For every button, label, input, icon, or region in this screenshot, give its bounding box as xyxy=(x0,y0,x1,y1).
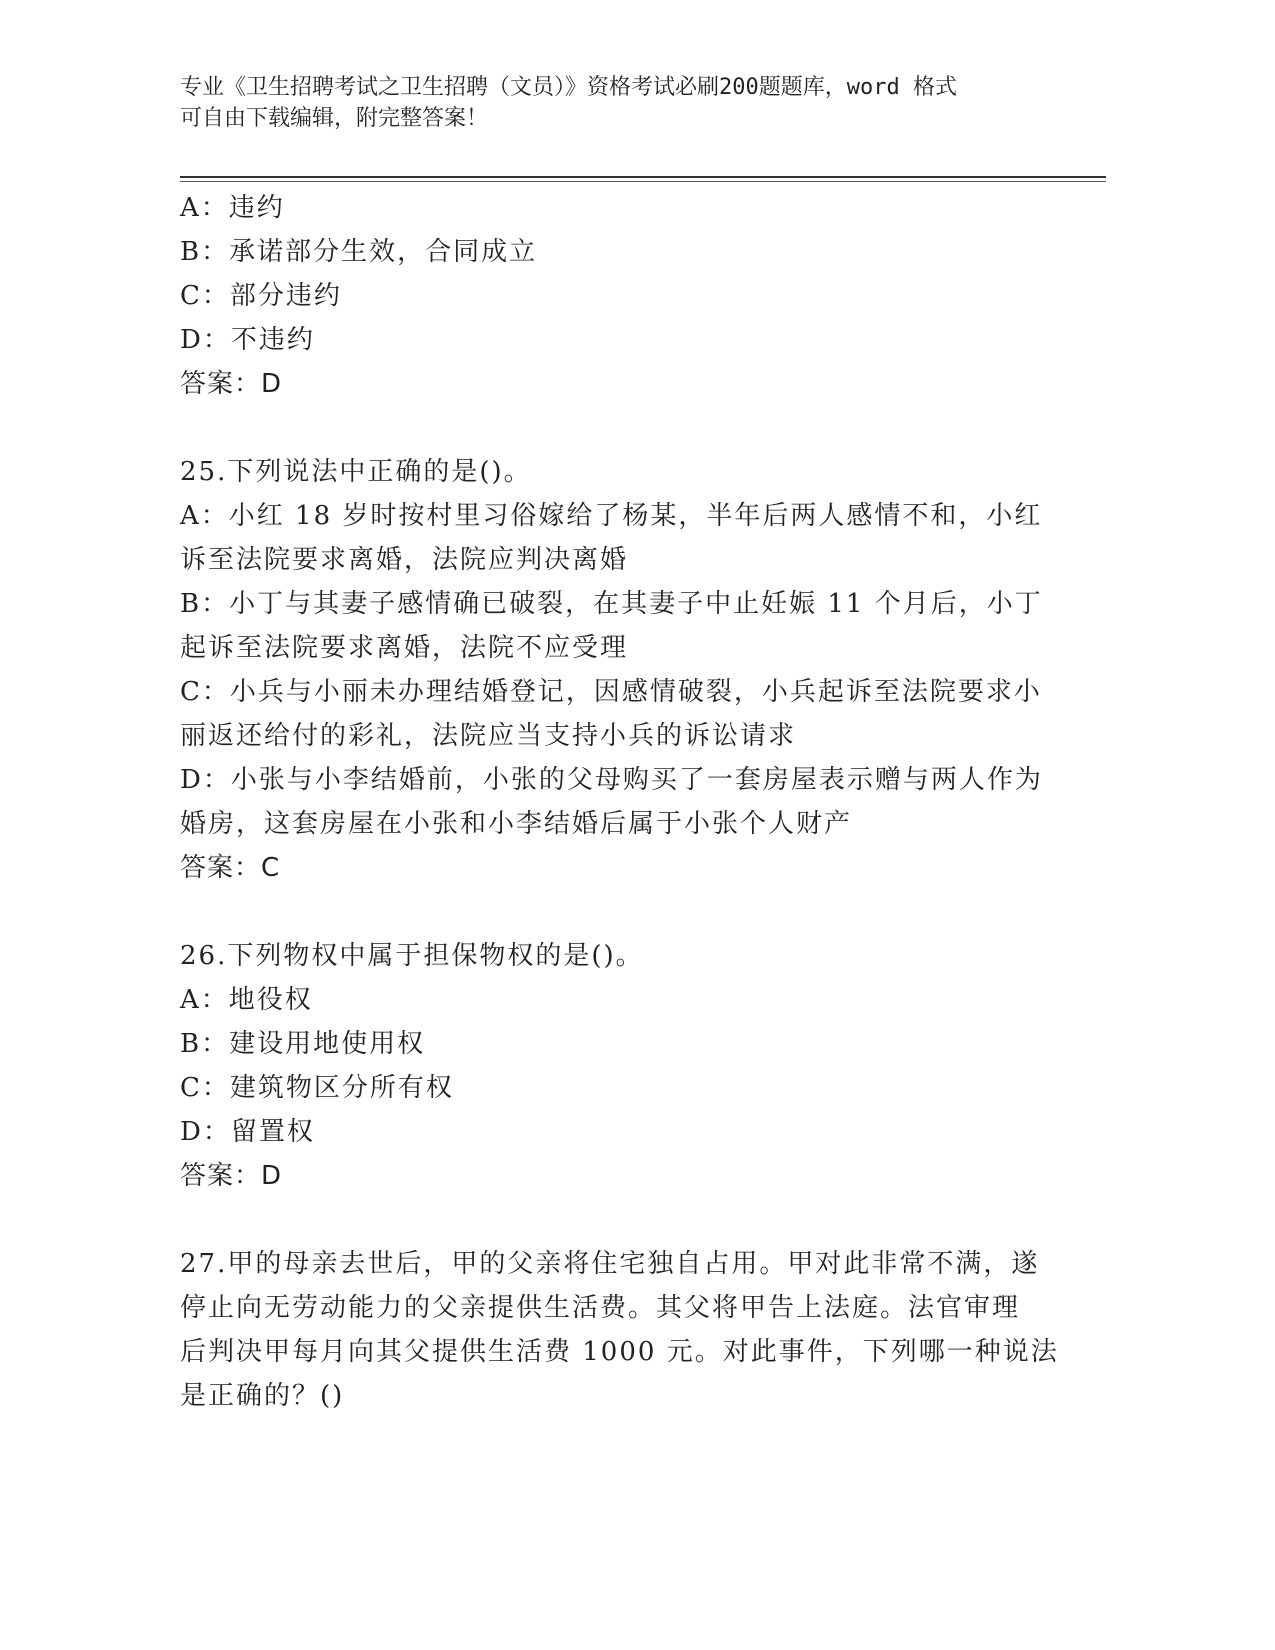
header-line-2: 可自由下载编辑，附完整答案！ xyxy=(180,106,489,131)
spacer xyxy=(180,890,1060,934)
question-block-previous xyxy=(180,186,1060,406)
question-block-26 xyxy=(180,934,1060,1198)
question-stem-line-2: 停止向无劳动能力的父亲提供生活费。其父将甲告上法庭。法官审理 xyxy=(180,1293,1021,1323)
question-stem-line-1: 27.甲的母亲去世后，甲的父亲将住宅独自占用。甲对此非常不满，遂 xyxy=(180,1249,1040,1279)
spacer xyxy=(180,1198,1060,1242)
question-block-27 xyxy=(180,1242,1060,1418)
question-stem-line-3: 后判决甲每月向其父提供生活费 1000 元。对此事件，下列哪一种说法 xyxy=(180,1337,1059,1367)
spacer xyxy=(180,406,1060,450)
option-d: D：留置权 xyxy=(180,1117,315,1147)
option-b: B：承诺部分生效，合同成立 xyxy=(180,237,538,267)
question-block-25 xyxy=(180,450,1060,890)
header-rule-thick xyxy=(180,176,1106,178)
answer-line: 答案：C xyxy=(180,853,281,883)
option-a-line-1: A：小红 18 岁时按村里习俗嫁给了杨某，半年后两人感情不和，小红 xyxy=(180,501,1043,531)
option-a: A：违约 xyxy=(180,193,285,223)
option-b-line-1: B：小丁与其妻子感情确已破裂，在其妻子中止妊娠 11 个月后，小丁 xyxy=(180,589,1043,619)
option-c: C：部分违约 xyxy=(180,281,342,311)
option-c: C：建筑物区分所有权 xyxy=(180,1073,454,1103)
document-body xyxy=(180,186,1060,1418)
question-stem: 25.下列说法中正确的是()。 xyxy=(180,457,532,487)
question-stem-line-4: 是正确的？() xyxy=(180,1381,345,1411)
option-b-line-2: 起诉至法院要求离婚，法院不应受理 xyxy=(180,633,629,663)
option-b: B：建设用地使用权 xyxy=(180,1029,426,1059)
option-a-line-2: 诉至法院要求离婚，法院应判决离婚 xyxy=(180,545,629,575)
option-d: D：不违约 xyxy=(180,325,315,355)
header-line-1: 专业《卫生招聘考试之卫生招聘（文员）》资格考试必刷200题题库，word 格式 xyxy=(180,75,957,100)
answer-line: 答案：D xyxy=(180,1161,283,1191)
option-d-line-2: 婚房，这套房屋在小张和小李结婚后属于小张个人财产 xyxy=(180,809,853,839)
option-c-line-2: 丽返还给付的彩礼，法院应当支持小兵的诉讼请求 xyxy=(180,721,797,751)
document-header xyxy=(180,72,1060,134)
question-stem: 26.下列物权中属于担保物权的是()。 xyxy=(180,941,644,971)
option-d-line-1: D：小张与小李结婚前，小张的父母购买了一套房屋表示赠与两人作为 xyxy=(180,765,1043,795)
header-rule-thin xyxy=(180,181,1106,182)
option-a: A：地役权 xyxy=(180,985,313,1015)
answer-line: 答案：D xyxy=(180,369,283,399)
option-c-line-1: C：小兵与小丽未办理结婚登记，因感情破裂，小兵起诉至法院要求小 xyxy=(180,677,1042,707)
